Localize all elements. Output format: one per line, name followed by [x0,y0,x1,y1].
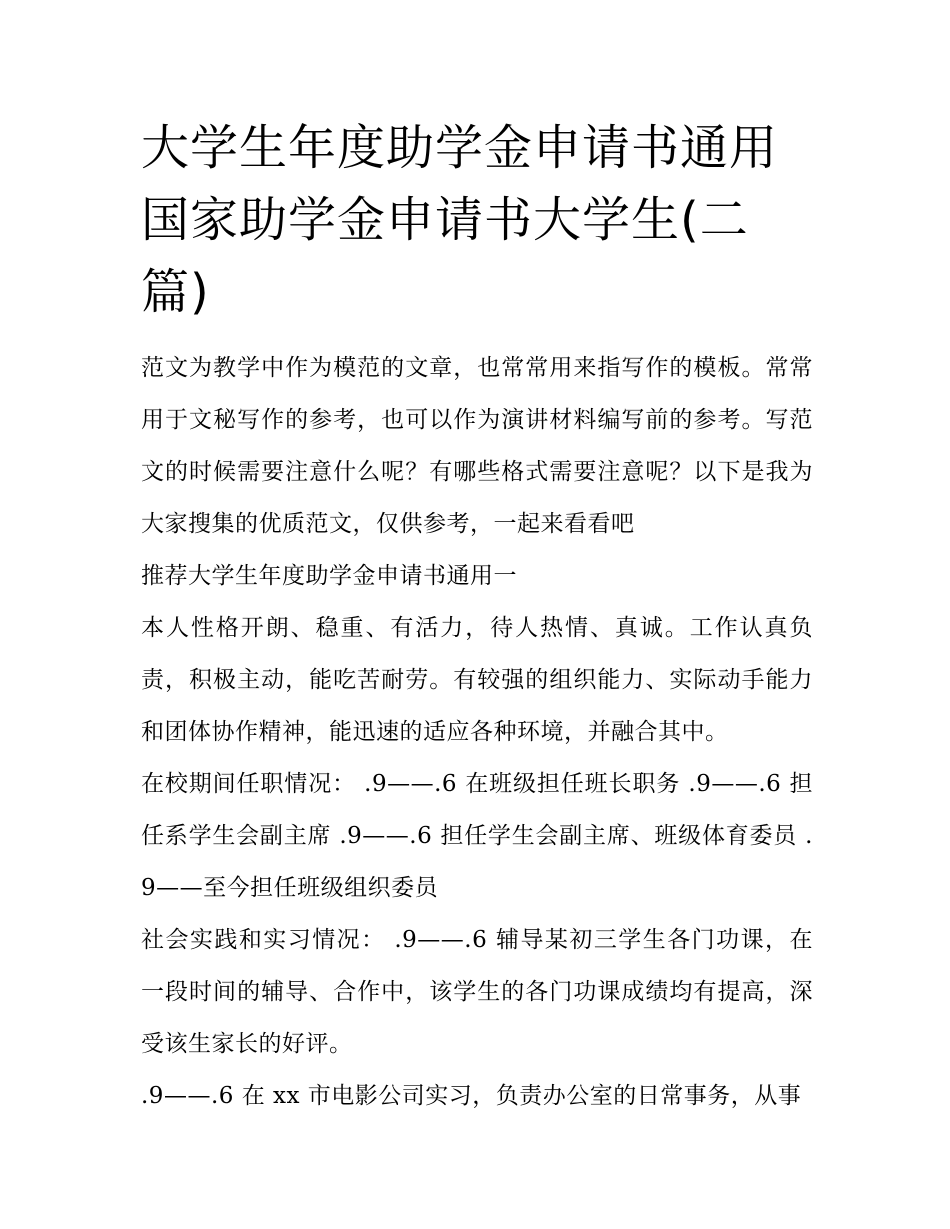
self-description-paragraph: 本人性格开朗、稳重、有活力，待人热情、真诚。工作认真负责，积极主动，能吃苦耐劳。有较强的组织能力、实际动手能力和团体协作精神，能迅速的适应各种环境，并融合其中。 [141,615,813,745]
practice-paragraph: 社会实践和实习情况： .9——.6 辅导某初三学生各门功课，在一段时间的辅导、合作中，该学生的各门功课成绩均有提高，深受该生家长的好评。 [141,927,813,1057]
section-heading: 推荐大学生年度助学金申请书通用一 [141,563,517,589]
positions-paragraph: 在校期间任职情况： .9——.6 在班级担任班长职务 .9——.6 担任系学生会副主席 .9——.6 担任学生会副主席、班级体育委员 .9——至今担任班级组织委员 [141,771,813,901]
intro-paragraph: 范文为教学中作为模范的文章，也常常用来指写作的模板。常常用于文秘写作的参考，也可以作为演讲材料编写前的参考。写范文的时候需要注意什么呢？有哪些格式需要注意呢？以下是我为大家搜集的优质范文，仅供参考，一起来看看吧 [141,355,813,537]
document-title: 大学生年度助学金申请书通用国家助学金申请书大学生(二篇) [141,120,779,320]
document-content [141,112,813,1122]
document-body [141,342,813,1122]
internship-paragraph: .9——.6 在 xx 市电影公司实习，负责办公室的日常事务，从事 [141,1083,802,1109]
